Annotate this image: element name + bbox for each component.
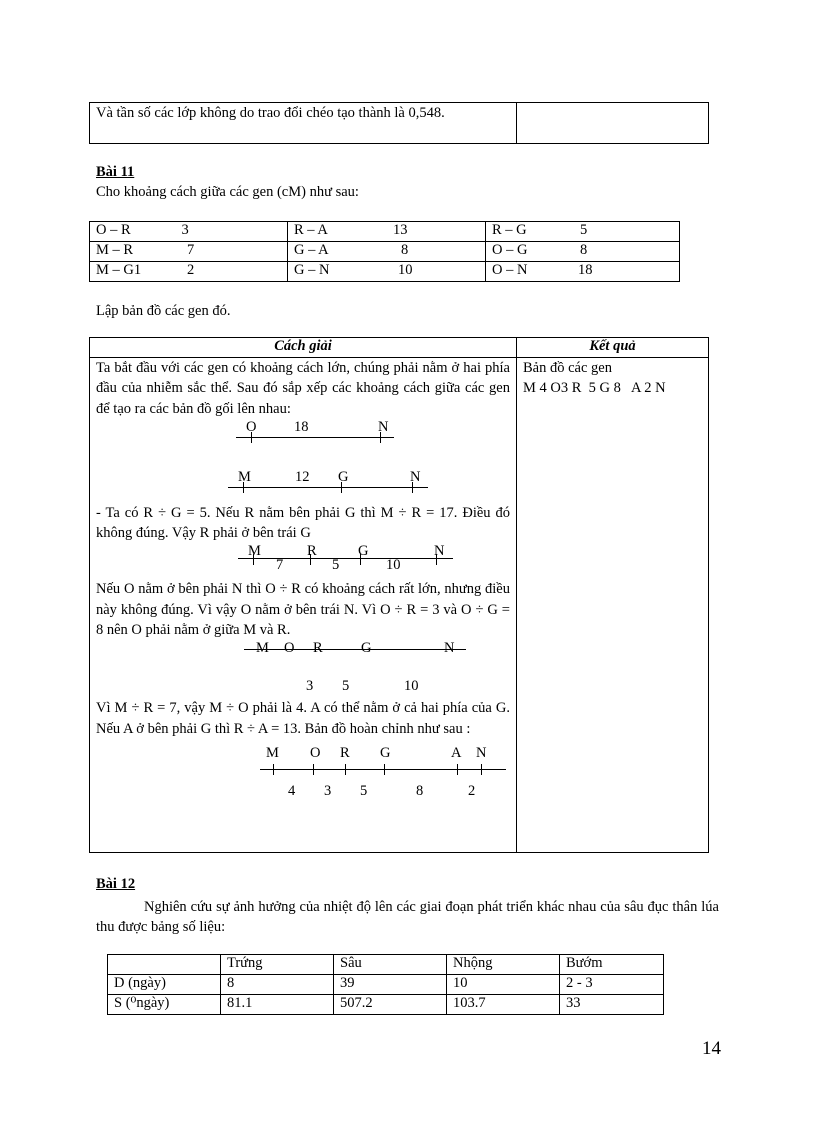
bai12-intro: Nghiên cứu sự ảnh hưởng của nhiệt độ lên các giai đoạn phát triển khác nhau của sâu đục thân lúa thu được bảng số liệu: (96, 899, 719, 935)
value: 7 (187, 242, 195, 258)
header-cell (108, 955, 221, 975)
value: 8 (401, 242, 409, 258)
pair: R – A (294, 222, 328, 238)
top-row-text: Và tần số các lớp không do trao đổi chéo tạo thành là 0,548. (90, 103, 517, 144)
distance-label: 3 (324, 782, 332, 799)
gene-G: G (361, 640, 372, 657)
chromosome-line (238, 558, 453, 559)
diagram-1 (96, 419, 510, 459)
tick (341, 482, 342, 493)
diagram-2 (96, 461, 510, 503)
solution-table (89, 337, 709, 853)
tick (310, 554, 311, 565)
cell: 39 (334, 975, 447, 995)
pair: O – G (492, 242, 528, 258)
gene-M: M (238, 468, 251, 485)
table-header-row (108, 955, 664, 975)
gene-N: N (444, 640, 455, 657)
value: 10 (398, 262, 413, 278)
tick (481, 764, 482, 775)
chromosome-line (260, 769, 506, 770)
bai11-title: Bài 11 (96, 164, 135, 180)
chromosome-line (244, 649, 466, 650)
distance-label: 8 (416, 782, 424, 799)
gene-N: N (476, 744, 487, 761)
cell: 8 (221, 975, 334, 995)
tick (436, 554, 437, 565)
diagram-5 (96, 745, 510, 805)
bai12-title: Bài 12 (96, 876, 136, 892)
row-label: S (⁰ngày) (108, 995, 221, 1015)
tick (345, 764, 346, 775)
tick (380, 432, 381, 443)
pair: G – N (294, 262, 330, 278)
gene-N: N (410, 468, 421, 485)
cell: 33 (560, 995, 664, 1015)
tick (253, 554, 254, 565)
gene-M: M (266, 744, 279, 761)
gene-G: G (338, 468, 349, 485)
cell: 507.2 (334, 995, 447, 1015)
tick (360, 554, 361, 565)
gene-G: G (358, 543, 369, 560)
diagram-3 (96, 543, 510, 579)
value: 8 (580, 242, 588, 258)
distance-label: 18 (294, 418, 309, 435)
tick (251, 432, 252, 443)
value: 2 (187, 262, 195, 278)
solution-header: Cách giải (90, 338, 517, 358)
gene-O: O (284, 640, 295, 657)
gene-O: O (246, 418, 257, 435)
tick (457, 764, 458, 775)
gene-G: G (380, 744, 391, 761)
distance-label: 12 (295, 468, 310, 485)
gene-R: R (307, 543, 317, 560)
bai11-intro: Cho khoảng cách giữa các gen (cM) như sau: (96, 184, 359, 200)
cell: 103.7 (447, 995, 560, 1015)
pair: M – R (96, 242, 134, 258)
distance-label: 2 (468, 782, 476, 799)
cell: 10 (447, 975, 560, 995)
gene-R: R (313, 640, 323, 657)
distance-label: 4 (288, 782, 296, 799)
result-header: Kết quả (517, 338, 709, 358)
value: 5 (580, 222, 588, 238)
result-cell (517, 358, 709, 853)
para2: - Ta có R ÷ G = 5. Nếu R nằm bên phải G thì M ÷ R = 17. Điều đó không đúng. Vậy R phải ở bên trái G (96, 504, 510, 542)
result-line-1: Bản đồ các gen (523, 360, 612, 376)
page-number: 14 (702, 1038, 721, 1059)
distance-table (89, 221, 680, 282)
distance-row (90, 262, 680, 282)
cell: 2 - 3 (560, 975, 664, 995)
distance-label: 10 (386, 557, 401, 574)
chromosome-line (236, 437, 394, 438)
gene-A: A (451, 744, 462, 761)
distance-row (90, 242, 680, 262)
pair: G – A (294, 242, 329, 258)
gene-N: N (434, 543, 445, 560)
value: 13 (393, 222, 408, 238)
top-row-right (517, 103, 709, 144)
tick (384, 764, 385, 775)
distance-label: 5 (332, 557, 340, 574)
distance-label: 5 (342, 678, 350, 695)
header-cell: Sâu (334, 955, 447, 975)
chromosome-line (228, 487, 428, 488)
header-cell: Nhộng (447, 955, 560, 975)
diagram-4 (96, 640, 510, 698)
pair: R – G (492, 222, 527, 238)
distance-label: 10 (404, 678, 419, 695)
pair: M – G1 (96, 262, 142, 278)
gene-M: M (256, 640, 269, 657)
bai11-task: Lập bản đồ các gen đó. (96, 303, 231, 319)
tick (313, 764, 314, 775)
para4: Vì M ÷ R = 7, vậy M ÷ O phải là 4. A có thể nằm ở cả hai phía của G. Nếu A ở bên phải G thì R ÷ A = 13. Bản đồ hoàn chỉnh như sau : (96, 700, 510, 737)
cell: 81.1 (221, 995, 334, 1015)
distance-label: 5 (360, 782, 368, 799)
distance-label: 7 (276, 557, 284, 574)
gene-O: O (310, 744, 321, 761)
table-row (108, 975, 664, 995)
row-label: D (ngày) (108, 975, 221, 995)
gene-R: R (340, 744, 350, 761)
value: 3 (181, 222, 189, 238)
insect-table (107, 954, 664, 1015)
distance-row (90, 222, 680, 242)
tick (273, 764, 274, 775)
solution-cell (90, 358, 517, 853)
para1: Ta bắt đầu với các gen có khoảng cách lớn, chúng phải nằm ở hai phía đầu của nhiễm sắc thể. Sau đó sắp xếp các khoảng cách giữa các gen để tạo ra các bản đồ gối lên nhau: (96, 360, 510, 417)
gene-N: N (378, 418, 389, 435)
value: 18 (578, 262, 593, 278)
table-row (108, 995, 664, 1015)
header-cell: Bướm (560, 955, 664, 975)
tick (412, 482, 413, 493)
tick (243, 482, 244, 493)
top-table (89, 102, 709, 144)
para3: Nếu O nằm ở bên phải N thì O ÷ R có khoảng cách rất lớn, nhưng điều này không đúng. Vì vậy O nằm ở bên trái N. Vì O ÷ R = 3 và O ÷ G = 8 nên O phải nằm ở giữa M và R. (96, 581, 510, 639)
distance-label: 3 (306, 678, 314, 695)
pair: O – N (492, 262, 528, 278)
pair: O – R (96, 222, 131, 238)
gene-M: M (248, 543, 261, 560)
result-line-2: M 4 O3 R 5 G 8 A 2 N (523, 380, 666, 396)
header-cell: Trứng (221, 955, 334, 975)
